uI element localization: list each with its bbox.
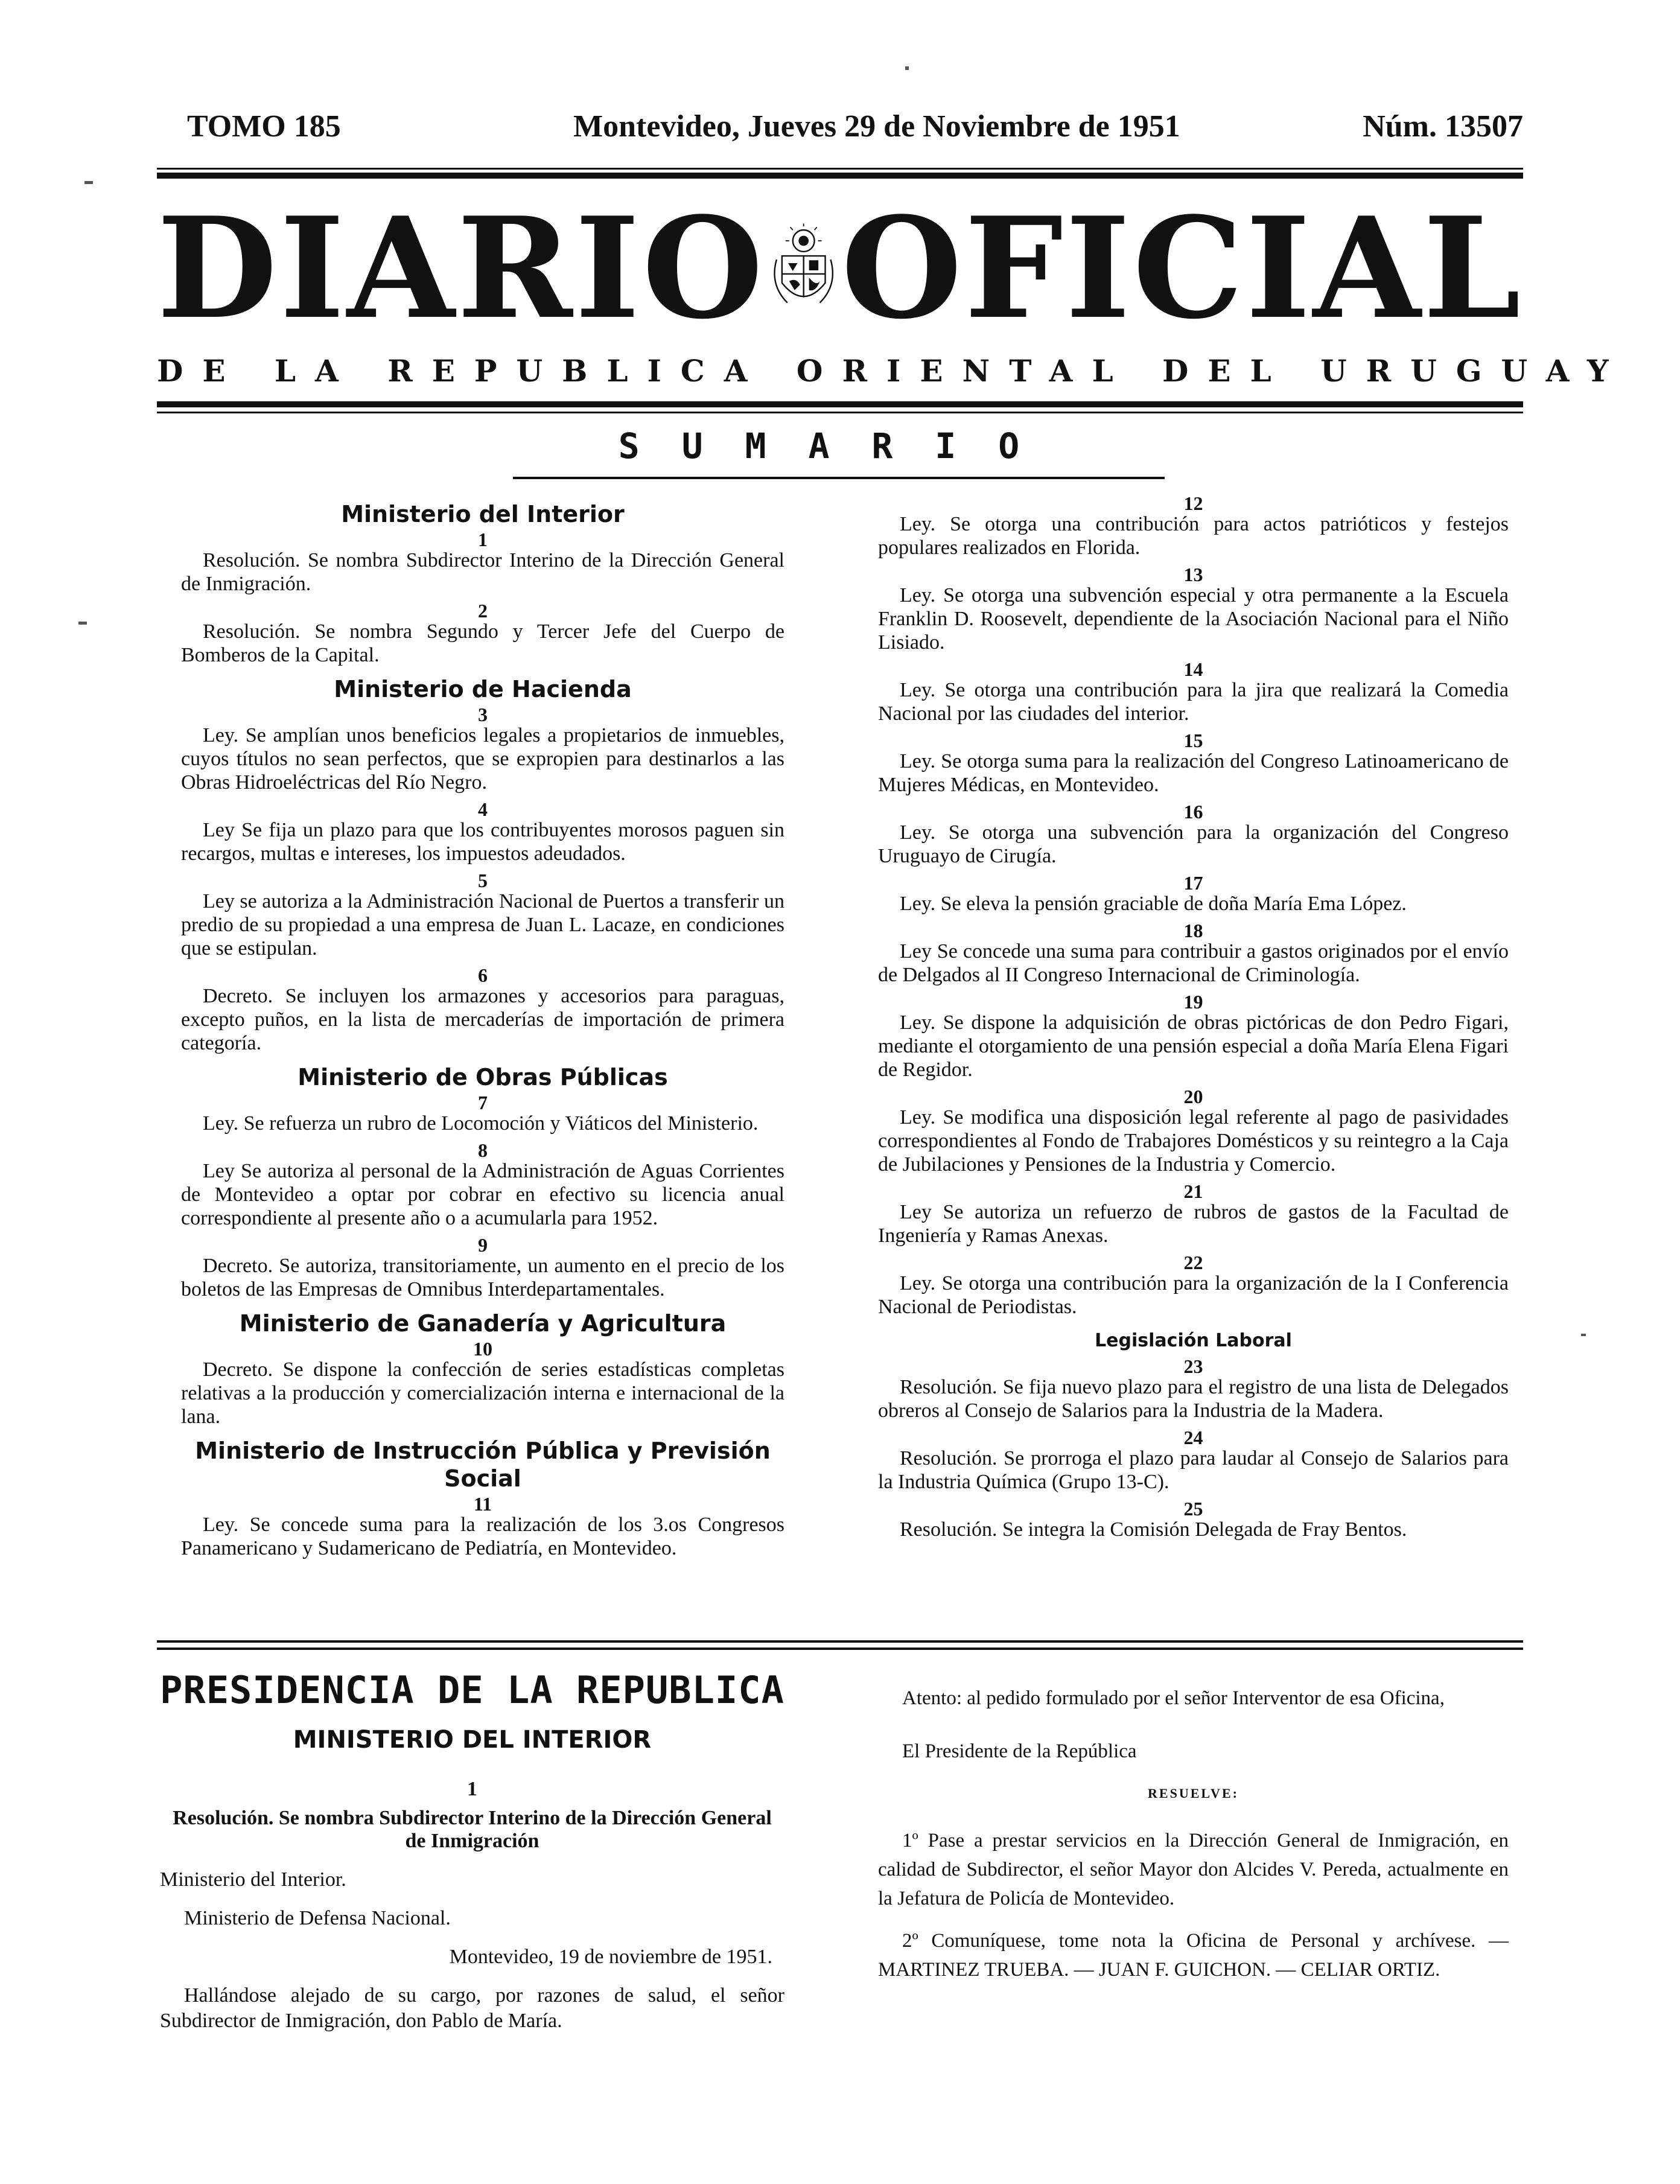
sumario-item-number: 16 [1183, 801, 1203, 823]
sumario-ministry-heading: Ministerio de Ganadería y Agricultura [239, 1310, 727, 1337]
sumario-item-number: 17 [1183, 872, 1203, 894]
sumario-item-text: Ley Se concede una suma para contribuir a gastos originados por el envío de Delgados al II Congreso Internacional de Criminología. [878, 940, 1509, 986]
sumario-item-number: 2 [478, 600, 488, 622]
sumario-item-number: 11 [473, 1493, 492, 1515]
sumario-item-text: Decreto. Se dispone la confección de series estadísticas completas relativas a la producción y comercialización interna e internacional de la lana. [181, 1358, 784, 1428]
sumario-item-text: Ley. Se otorga una contribución para la organización de la I Conferencia Nacional de Periodistas. [878, 1272, 1509, 1318]
sumario-ministry-heading: Ministerio del Interior [341, 501, 625, 527]
sumario-item-number: 24 [1183, 1427, 1203, 1448]
sumario-item-text: Decreto. Se autoriza, transitoriamente, un aumento en el precio de los boletos de las Empresas de Omnibus Interdepartamentales. [181, 1255, 784, 1301]
section-divider-upper [157, 1640, 1523, 1643]
sumario-item-text: Ley Se fija un plazo para que los contribuyentes morosos paguen sin recargos, multas e intereses, los impuestos adeudados. [181, 819, 784, 865]
sumario-left-column [181, 492, 784, 1632]
sumario-ministry-heading: Ministerio de Instrucción Pública y Previsión Social [195, 1437, 771, 1492]
masthead-topline [187, 109, 1523, 145]
ministerio-interior-heading: MINISTERIO DEL INTERIOR [293, 1726, 652, 1754]
resolution-date: Montevideo, 19 de noviembre de 1951. [449, 1946, 772, 1968]
sumario-item-text: Ley. Se eleva la pensión graciable de doña María Ema López. [900, 893, 1407, 915]
sumario-item-number: 21 [1183, 1180, 1203, 1202]
sumario-item-number: 12 [1183, 492, 1203, 514]
sumario-item-text: Ley se autoriza a la Administración Nacional de Puertos a transferir un predio de su propiedad a una empresa de Juan L. Lacaze, en condiciones que se estipulan. [181, 890, 784, 960]
sumario-item-number: 13 [1183, 564, 1203, 585]
sumario-item-number: 1 [478, 529, 488, 550]
scan-speck [1581, 1334, 1586, 1336]
sumario-rule [513, 477, 1165, 479]
sumario-item-number: 6 [478, 964, 488, 986]
resolucion-column [878, 1684, 1509, 2166]
sumario-item-text: Ley. Se otorga suma para la realización del Congreso Latinoamericano de Mujeres Médicas, en Montevideo. [878, 750, 1509, 796]
resolution-body: Hallándose alejado de su cargo, por razones de salud, el señor Subdirector de Inmigración, don Pablo de María. [160, 1984, 784, 2032]
resuelve-label: RESUELVE: [1148, 1786, 1239, 1801]
scan-speck [84, 181, 93, 184]
sumario-item-number: 4 [478, 798, 488, 820]
newspaper-subtitle: DE LA REPUBLICA ORIENTAL DEL URUGUAY [157, 353, 1628, 389]
presidencia-heading: PRESIDENCIA DE LA REPUBLICA [160, 1668, 784, 1712]
sumario-item-number: 20 [1183, 1086, 1203, 1107]
sumario-item-text: Ley. Se concede suma para la realización de los 3.os Congresos Panamericano y Sudamericano de Pediatría, en Montevideo. [181, 1514, 784, 1559]
sumario-item-text: Resolución. Se nombra Subdirector Interino de la Dirección General de Inmigración. [181, 549, 784, 595]
coat-of-arms-icon [766, 193, 841, 344]
sumario-item-text: Ley. Se otorga una contribución para actos patrióticos y festejos populares realizados en Florida. [878, 513, 1509, 559]
sumario-item-text: Resolución. Se integra la Comisión Delegada de Fray Bentos. [900, 1518, 1407, 1541]
resolution-heading: Resolución. Se nombra Subdirector Interino de la Dirección General de Inmigración [173, 1807, 772, 1852]
issue-date: Montevideo, Jueves 29 de Noviembre de 1951 [573, 109, 1180, 144]
masthead-rule-top-thick [157, 173, 1523, 179]
sumario-item-text: Ley Se autoriza un refuerzo de rubros de gastos de la Facultad de Ingeniería y Ramas Anexas. [878, 1201, 1509, 1247]
sumario-item-text: Ley. Se otorga una contribución para la jira que realizará la Comedia Nacional por las ciudades del interior. [878, 679, 1509, 725]
sumario-item-number: 23 [1183, 1355, 1203, 1377]
sumario-item-text: Ley. Se otorga una subvención para la organización del Congreso Uruguayo de Cirugía. [878, 821, 1509, 867]
sumario-item-number: 15 [1183, 730, 1203, 751]
article-2: 2º Comuníquese, tome nota la Oficina de Personal y archívese. — MARTINEZ TRUEBA. — JUAN F. GUICHON. — CELIAR ORTIZ. [878, 1930, 1509, 1981]
masthead-rule-bottom-thin [157, 412, 1523, 413]
sumario-heading: SUMARIO [618, 425, 1062, 466]
sumario-item-text: Resolución. Se prorroga el plazo para laudar al Consejo de Salarios para la Industria Química (Grupo 13-C). [878, 1447, 1509, 1493]
sumario-item-text: Ley Se autoriza al personal de la Administración de Aguas Corrientes de Montevideo a optar por cobrar en efectivo su licencia anual correspondiente al presente año o a acumularla para 1952. [181, 1160, 784, 1229]
atento-paragraph: Atento: al pedido formulado por el señor Interventor de esa Oficina, [902, 1687, 1445, 1709]
sumario-item-number: 3 [478, 704, 488, 725]
sumario-item-number: 7 [478, 1092, 488, 1113]
sumario-item-number: 14 [1183, 658, 1203, 680]
presidencia-column [160, 1657, 784, 2170]
sumario-item-number: 18 [1183, 920, 1203, 941]
sumario-ministry-heading: Ministerio de Obras Públicas [298, 1064, 668, 1090]
ministry-line-interior: Ministerio del Interior. [160, 1868, 346, 1891]
sumario-item-text: Ley. Se dispone la adquisición de obras pictóricas de don Pedro Figari, mediante el otorgamiento de una pensión especial a doña María Elena Figari de Regidor. [878, 1011, 1509, 1081]
resolution-number: 1 [467, 1778, 477, 1800]
sumario-item-text: Ley. Se otorga una subvención especial y otra permanente a la Escuela Franklin D. Roosevelt, dependiente de la Asociación Nacional para el Niño Lisiado. [878, 584, 1509, 654]
sumario-item-number: 9 [478, 1234, 488, 1256]
sumario-item-text: Resolución. Se fija nuevo plazo para el registro de una lista de Delegados obreros al Consejo de Salarios para la Industria de la Madera. [878, 1376, 1509, 1422]
sumario-item-number: 25 [1183, 1498, 1203, 1520]
sumario-item-number: 5 [478, 870, 488, 891]
sumario-ministry-heading: Ministerio de Hacienda [334, 676, 632, 702]
sumario-right-column [878, 492, 1509, 1632]
sumario-item-number: 10 [473, 1338, 492, 1360]
scan-speck [78, 622, 87, 625]
issue-number: Núm. 13507 [1363, 109, 1523, 144]
sumario-item-number: 19 [1183, 991, 1203, 1013]
article-1: 1º Pase a prestar servicios en la Dirección General de Inmigración, en calidad de Subdirector, el señor Mayor don Alcides V. Pereda, actualmente en la Jefatura de Policía de Montevideo. [878, 1830, 1509, 1909]
sumario-item-number: 22 [1183, 1252, 1203, 1273]
sumario-item-text: Decreto. Se incluyen los armazones y accesorios para paraguas, excepto puños, en la lista de mercaderías de importación de primera categoría. [181, 985, 784, 1054]
newspaper-title [157, 187, 1523, 350]
sumario-ministry-heading: Legislación Laboral [1095, 1330, 1292, 1351]
masthead-rule-top-thin [157, 168, 1523, 170]
scan-speck [905, 66, 909, 70]
presidente-line: El Presidente de la República [902, 1740, 1137, 1762]
title-diario: DIARIO [157, 187, 766, 350]
masthead-rule-bottom-thick [157, 401, 1523, 407]
sumario-item-text: Ley. Se modifica una disposición legal referente al pago de pasividades correspondientes al Fondo de Trabajores Domésticos y su reintegro a la Caja de Jubilaciones y Pensiones de la Industria y Comercio. [878, 1106, 1509, 1176]
section-divider-lower [157, 1648, 1523, 1650]
sumario-item-text: Ley. Se refuerza un rubro de Locomoción y Viáticos del Ministerio. [203, 1112, 759, 1135]
ministry-line-defensa: Ministerio de Defensa Nacional. [184, 1907, 451, 1929]
sumario-item-text: Resolución. Se nombra Segundo y Tercer Jefe del Cuerpo de Bomberos de la Capital. [181, 620, 784, 666]
sumario-item-number: 8 [478, 1139, 488, 1161]
volume-label: TOMO 185 [187, 109, 341, 144]
sumario-item-text: Ley. Se amplían unos beneficios legales a propietarios de inmuebles, cuyos títulos no sean perfectos, que se expropien para destinarlos a las Obras Hidroeléctricas del Río Negro. [181, 724, 784, 794]
title-oficial: OFICIAL [841, 187, 1523, 350]
